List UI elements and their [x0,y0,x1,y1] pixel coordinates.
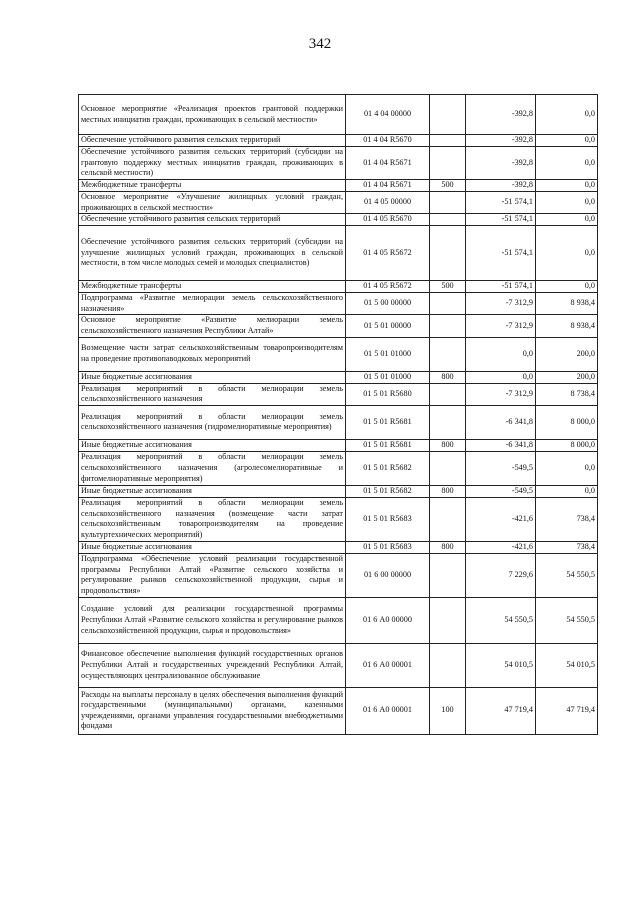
row-name: Финансовое обеспечение выполнения функций государственных органов Республики Алтай и государственных учреждений Республики Алтай, осуществляющих централизованное обслуживание [79,643,346,687]
table-row [79,597,598,643]
row-value-2: 0,0 [536,451,598,485]
row-type [430,214,466,226]
row-value-2: 54 550,5 [536,597,598,643]
row-type: 800 [430,439,466,451]
row-name: Подпрограмма «Развитие мелиорации земель сельскохозяйственного назначения» [79,293,346,315]
row-value-2: 200,0 [536,371,598,383]
row-code: 01 5 01 R5681 [346,405,430,439]
row-value-1: 0,0 [466,371,536,383]
row-type: 800 [430,485,466,497]
row-value-2: 8 938,4 [536,293,598,315]
row-name: Обеспечение устойчивого развития сельских территорий (субсидии на грантовую поддержку местных инициатив граждан, проживающих в сельской местности) [79,147,346,180]
table-row [79,214,598,226]
table-row [79,135,598,147]
row-code: 01 6 А0 00000 [346,597,430,643]
row-value-2: 0,0 [536,95,598,135]
row-value-2: 0,0 [536,226,598,281]
row-value-2: 738,4 [536,497,598,541]
row-type [430,383,466,405]
row-value-1: -421,6 [466,541,536,553]
budget-table [78,94,598,735]
table-row [79,643,598,687]
row-code: 01 4 04 00000 [346,95,430,135]
row-name: Обеспечение устойчивого развития сельских территорий [79,214,346,226]
table-row [79,192,598,214]
row-name: Реализация мероприятий в области мелиорации земель сельскохозяйственного назначения [79,383,346,405]
row-type [430,226,466,281]
row-name: Реализация мероприятий в области мелиорации земель сельскохозяйственного назначения (гидромелиоративные мероприятия) [79,405,346,439]
row-value-1: 7 229,6 [466,553,536,597]
row-name: Подпрограмма «Обеспечение условий реализации государственной программы Республики Алтай «Развитие сельского хозяйства и регулирование рынков сельскохозяйственной продукции, сырья и продовольствия» [79,553,346,597]
row-value-1: -549,5 [466,485,536,497]
row-type [430,337,466,371]
row-value-2: 54 550,5 [536,553,598,597]
row-code: 01 5 01 01000 [346,371,430,383]
row-value-1: -392,8 [466,147,536,180]
table-row [79,439,598,451]
row-code: 01 5 01 00000 [346,315,430,337]
table-row [79,383,598,405]
row-code: 01 4 05 R5672 [346,226,430,281]
row-name: Иные бюджетные ассигнования [79,439,346,451]
page-number: 342 [308,36,332,52]
table-row [79,553,598,597]
row-value-2: 738,4 [536,541,598,553]
row-name: Реализация мероприятий в области мелиорации земель сельскохозяйственного назначения (возмещение части затрат сельскохозяйственным товаропроизводителям на проведение культуртехнических мероприятий) [79,497,346,541]
row-value-1: 0,0 [466,337,536,371]
row-type [430,135,466,147]
row-value-1: -392,8 [466,95,536,135]
row-name: Реализация мероприятий в области мелиорации земель сельскохозяйственного назначения (агролесомелиоративные и фитомелиоративные мероприятия) [79,451,346,485]
row-code: 01 4 04 R5670 [346,135,430,147]
row-type [430,405,466,439]
row-type [430,192,466,214]
row-name: Межбюджетные трансферты [79,180,346,192]
row-type [430,597,466,643]
row-value-2: 0,0 [536,147,598,180]
row-value-1: -549,5 [466,451,536,485]
table-row [79,337,598,371]
row-value-1: -6 341,8 [466,439,536,451]
row-name: Иные бюджетные ассигнования [79,485,346,497]
row-code: 01 5 01 R5683 [346,541,430,553]
row-value-1: -6 341,8 [466,405,536,439]
row-type [430,147,466,180]
table-row [79,451,598,485]
row-value-2: 0,0 [536,192,598,214]
row-value-2: 0,0 [536,214,598,226]
table-row [79,226,598,281]
row-code: 01 5 01 R5682 [346,451,430,485]
row-value-1: 47 719,4 [466,687,536,734]
row-value-2: 200,0 [536,337,598,371]
row-type: 800 [430,371,466,383]
row-code: 01 4 04 R5671 [346,147,430,180]
table-row [79,281,598,293]
row-value-1: -392,8 [466,180,536,192]
row-value-1: -7 312,9 [466,383,536,405]
row-name: Основное мероприятие «Реализация проектов грантовой поддержки местных инициатив граждан, проживающих в сельской местности» [79,95,346,135]
row-name: Межбюджетные трансферты [79,281,346,293]
row-value-1: -51 574,1 [466,226,536,281]
row-value-2: 47 719,4 [536,687,598,734]
row-value-1: -7 312,9 [466,315,536,337]
row-code: 01 5 01 R5681 [346,439,430,451]
row-code: 01 5 01 01000 [346,337,430,371]
row-name: Обеспечение устойчивого развития сельских территорий [79,135,346,147]
table-row [79,541,598,553]
row-type [430,315,466,337]
row-value-1: 54 550,5 [466,597,536,643]
row-type [430,643,466,687]
row-code: 01 5 01 R5683 [346,497,430,541]
row-type: 500 [430,281,466,293]
table-row [79,95,598,135]
row-value-1: -51 574,1 [466,281,536,293]
row-value-1: -392,8 [466,135,536,147]
row-code: 01 5 01 R5680 [346,383,430,405]
row-type [430,553,466,597]
row-value-1: -51 574,1 [466,214,536,226]
table-row [79,497,598,541]
row-type: 500 [430,180,466,192]
row-code: 01 6 А0 00001 [346,643,430,687]
row-name: Расходы на выплаты персоналу в целях обеспечения выполнения функций государственными (муниципальными) органами, казенными учреждениями, органами управления государственными внебюджетными фондами [79,687,346,734]
row-value-2: 0,0 [536,485,598,497]
row-type: 800 [430,541,466,553]
row-name: Иные бюджетные ассигнования [79,541,346,553]
row-code: 01 6 А0 00001 [346,687,430,734]
table-row [79,687,598,734]
row-name: Обеспечение устойчивого развития сельских территорий (субсидии на улучшение жилищных условий граждан, проживающих в сельской местности, в том числе молодых семей и молодых специалистов) [79,226,346,281]
row-type [430,497,466,541]
row-value-1: -51 574,1 [466,192,536,214]
row-code: 01 4 05 00000 [346,192,430,214]
row-code: 01 4 05 R5672 [346,281,430,293]
row-value-1: -7 312,9 [466,293,536,315]
row-code: 01 4 05 R5670 [346,214,430,226]
table-row [79,371,598,383]
table-row [79,180,598,192]
row-type [430,95,466,135]
row-type [430,451,466,485]
row-type [430,293,466,315]
row-name: Создание условий для реализации государственной программы Республики Алтай «Развитие сельского хозяйства и регулирование рынков сельскохозяйственной продукции, сырья и продовольствия» [79,597,346,643]
row-value-2: 8 000,0 [536,439,598,451]
row-name: Основное мероприятие «Улучшение жилищных условий граждан, проживающих в сельской местности» [79,192,346,214]
row-type: 100 [430,687,466,734]
table-row [79,147,598,180]
row-value-2: 0,0 [536,281,598,293]
row-code: 01 5 01 R5682 [346,485,430,497]
row-code: 01 4 04 R5671 [346,180,430,192]
row-code: 01 5 00 00000 [346,293,430,315]
row-value-2: 8 738,4 [536,383,598,405]
table-row [79,405,598,439]
row-value-2: 54 010,5 [536,643,598,687]
table-row [79,315,598,337]
table-row [79,485,598,497]
row-value-1: -421,6 [466,497,536,541]
row-value-2: 8 000,0 [536,405,598,439]
row-value-2: 8 938,4 [536,315,598,337]
row-code: 01 6 00 00000 [346,553,430,597]
row-name: Возмещение части затрат сельскохозяйственным товаропроизводителям на проведение противопаводковых мероприятий [79,337,346,371]
row-value-2: 0,0 [536,180,598,192]
row-name: Основное мероприятие «Развитие мелиорации земель сельскохозяйственного назначения Республики Алтай» [79,315,346,337]
row-value-1: 54 010,5 [466,643,536,687]
table-row [79,293,598,315]
row-value-2: 0,0 [536,135,598,147]
row-name: Иные бюджетные ассигнования [79,371,346,383]
